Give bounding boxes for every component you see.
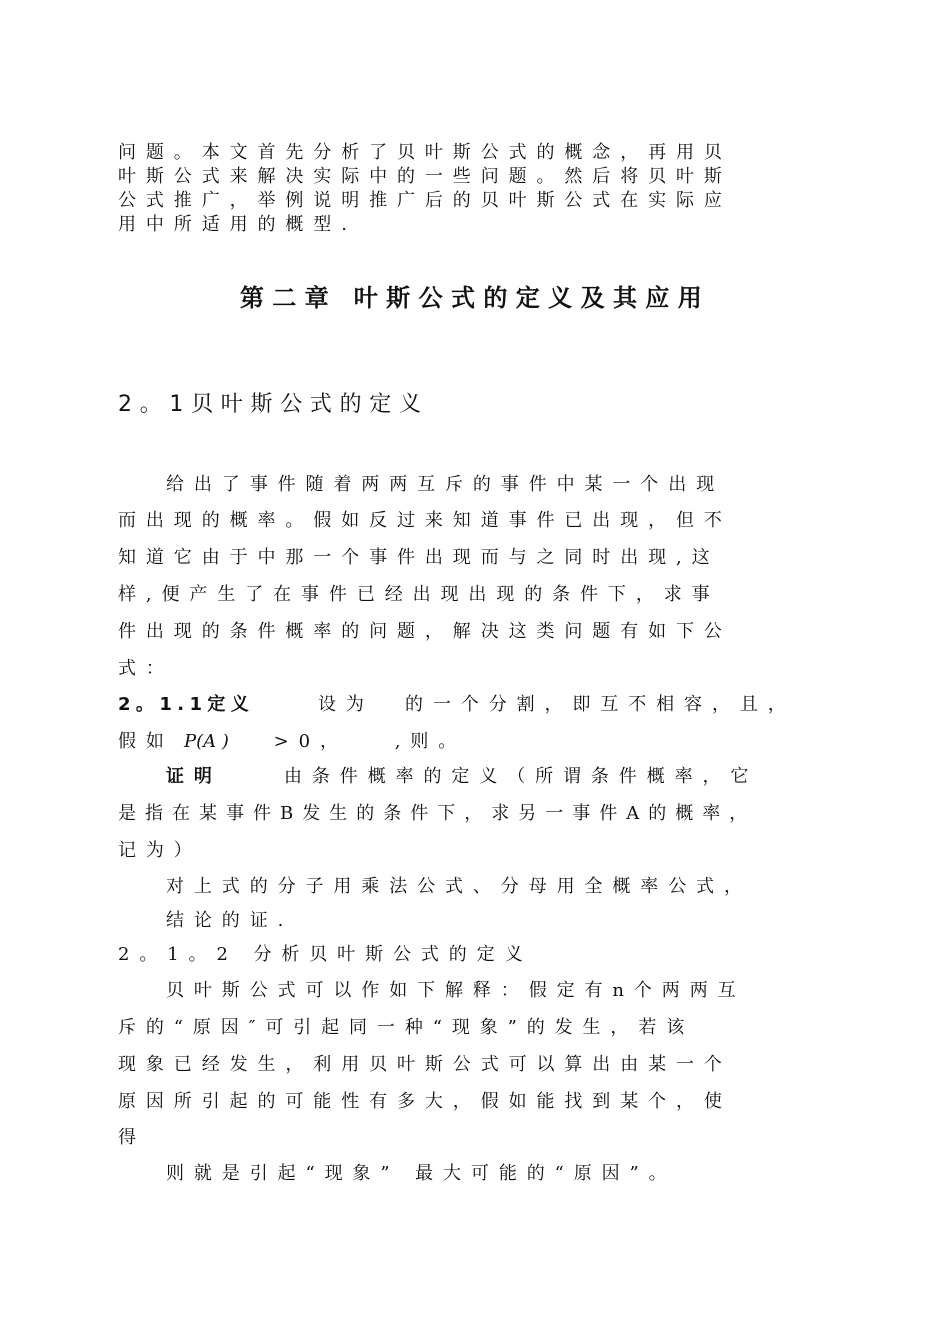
intro-line-1: 问题。本文首先分析了贝叶斯公式的概念，再用贝 <box>118 142 732 163</box>
analysis-line-5: 得 <box>118 1127 146 1148</box>
section-title: 2。1贝叶斯公式的定义 <box>118 392 429 417</box>
proof-line-2: 是指在某事件B发生的条件下，求另一事件A的概率， <box>118 803 757 824</box>
analysis-line-4: 原因所引起的可能性有多大，假如能找到某个，使 <box>118 1091 732 1112</box>
analysis-line-1: 贝叶斯公式可以作如下解释：假定有n个两两互 <box>166 980 746 1001</box>
para1-line-3: 知道它由于中那一个事件出现而与之同时出现,这 <box>118 547 720 568</box>
para1-line-6: 式： <box>118 658 174 679</box>
para1-line-1: 给出了事件随着两两互斥的事件中某一个出现 <box>166 474 724 495</box>
definition-line-2-suffix: >0， ,则。 <box>258 731 467 752</box>
analysis-line-3: 现象已经发生，利用贝叶斯公式可以算出由某一个 <box>118 1054 732 1075</box>
analysis-last-line: 则就是引起“现象” 最大可能的“原因”。 <box>166 1163 677 1184</box>
proof-line-1: 由条件概率的定义（所谓条件概率，它 <box>284 766 759 787</box>
intro-line-3: 公式推广，举例说明推广后的贝叶斯公式在实际应 <box>118 190 732 211</box>
analysis-line-2: 斥的“原因″可引起同一种“现象”的发生，若该 <box>118 1017 695 1038</box>
para1-line-4: 样,便产生了在事件已经出现出现的条件下，求事 <box>118 584 720 605</box>
intro-line-2: 叶斯公式来解决实际中的一些问题。然后将贝叶斯 <box>118 166 732 187</box>
definition-label: 2。1.1定义 <box>118 694 255 715</box>
definition-line-2-prefix: 假如 <box>118 731 174 752</box>
intro-line-4: 用中所适用的概型. <box>118 214 357 235</box>
definition-math: P(A ) <box>184 731 229 752</box>
para1-line-2: 而出现的概率。假如反过来知道事件已出现，但不 <box>118 510 732 531</box>
definition-line-1: 设为 的一个分割，即互不相容，且， <box>318 694 796 715</box>
proof-line-4: 对上式的分子用乘法公式、分母用全概率公式， <box>166 876 752 897</box>
proof-line-5: 结论的证. <box>166 910 294 931</box>
proof-line-3: 记为） <box>118 840 202 861</box>
proof-label: 证明 <box>166 766 222 787</box>
para1-line-5: 件出现的条件概率的问题，解决这类问题有如下公 <box>118 621 732 642</box>
analysis-label: 2。1。2 分析贝叶斯公式的定义 <box>118 944 533 965</box>
chapter-title: 第二章 叶斯公式的定义及其应用 <box>239 284 711 312</box>
